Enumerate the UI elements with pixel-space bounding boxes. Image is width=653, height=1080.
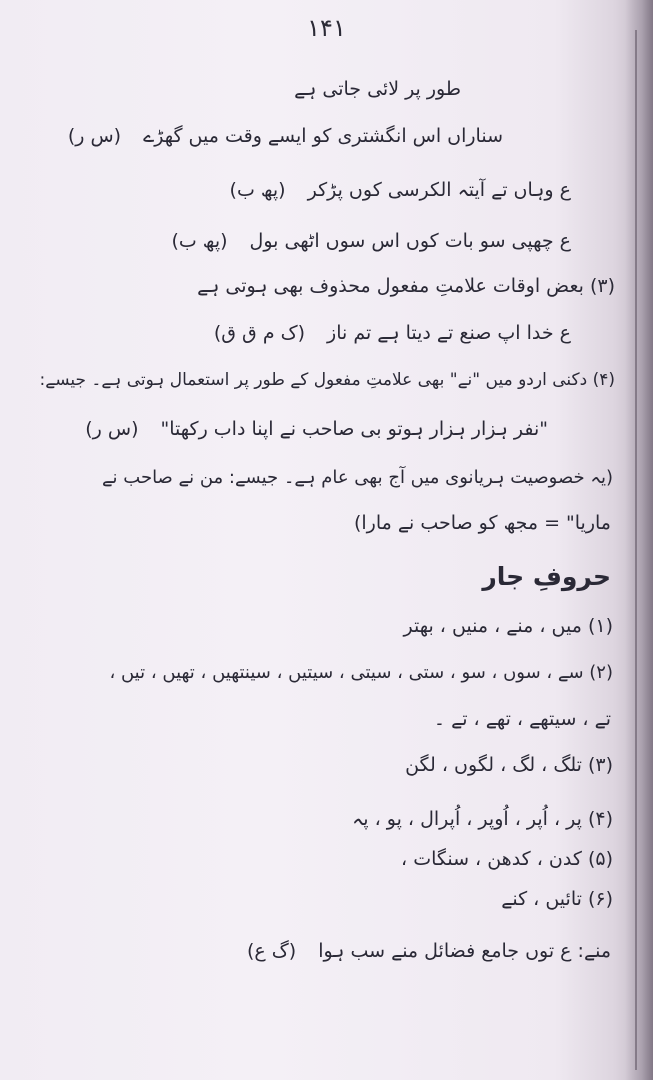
text-line-10 — [354, 512, 611, 535]
heading-text: حروفِ جار — [482, 562, 611, 591]
line-text: (۲) سے ، سوں ، سو ، ستی ، سیتی ، سیتیں ، سینتھیں ، تھیں ، تیں ، — [109, 662, 613, 683]
line-reference: (پھ ب) — [229, 179, 286, 201]
text-line-2 — [68, 125, 503, 148]
line-text: (۵) کدن ، کدھن ، سنگات ، — [401, 848, 613, 870]
line-text: ع چھپی سو بات کوں اس سوں اٹھی بول — [249, 230, 571, 252]
section-heading — [482, 562, 611, 592]
line-text: (۳) بعض اوقات علامتِ مفعول محذوف بھی ہوتی ہے — [197, 275, 615, 297]
line-text: ماریا" = مجھ کو صاحب نے مارا) — [353, 512, 611, 534]
line-text: (۴) دکنی اردو میں "نے" بھی علامتِ مفعول کے طور پر استعمال ہوتی ہے۔ جیسے: — [39, 370, 615, 390]
line-text: ع وہاں تے آیتہ الکرسی کوں پڑکر — [307, 179, 571, 201]
page-number: ۱۴۱ — [307, 14, 346, 42]
text-line-7 — [40, 370, 615, 390]
line-text: (۴) پر ، اُپر ، اُوپر ، اُپرال ، پو ، پہ — [352, 808, 613, 830]
line-text: (۱) میں ، منے ، منیں ، بھتر — [403, 615, 613, 637]
text-line-16 — [401, 848, 613, 871]
line-text: (۳) تلگ ، لگ ، لگوں ، لگن — [405, 754, 613, 776]
line-text: منے: ع توں جامع فضائل منے سب ہوا — [318, 940, 611, 962]
line-reference: (ک م ق ق) — [213, 322, 306, 344]
text-line-15 — [352, 808, 613, 831]
text-line-17 — [501, 888, 613, 911]
line-text: طور پر لائی جاتی ہے — [294, 78, 461, 100]
page-fold-line — [635, 30, 637, 1070]
line-text: (یہ خصوصیت ہریانوی میں آج بھی عام ہے۔ جیسے: من نے صاحب نے — [101, 467, 613, 488]
line-text: ع خدا اپ صنع تے دیتا ہے تم ناز — [327, 322, 571, 344]
line-text: سناراں اس انگشتری کو ایسے وقت میں گھڑے — [143, 125, 503, 147]
text-line-13 — [434, 708, 611, 731]
text-line-12 — [109, 662, 613, 684]
line-text: (۶) تائیں ، کنے — [501, 888, 613, 910]
text-line-14 — [405, 754, 613, 777]
text-line-3 — [230, 179, 571, 202]
text-line-9 — [102, 467, 613, 489]
text-line-8 — [85, 418, 548, 441]
text-line-4 — [171, 230, 571, 253]
text-line-5 — [197, 275, 615, 298]
line-reference: (س ر) — [67, 125, 122, 147]
line-text: "نفر ہزار ہزار ہوتو بی صاحب نے اپنا داب رکھتا" — [160, 418, 548, 440]
text-line-6 — [214, 322, 571, 345]
line-reference: (گ ع) — [246, 940, 297, 962]
text-line-18 — [247, 940, 611, 963]
line-reference: (س ر) — [85, 418, 139, 440]
line-reference: (پھ ب) — [171, 230, 228, 252]
text-line-1 — [294, 78, 461, 101]
text-line-11 — [403, 615, 613, 638]
line-text: تے ، سیتھے ، تھے ، تے ۔ — [433, 708, 611, 730]
page-fold-shadow — [625, 0, 653, 1080]
